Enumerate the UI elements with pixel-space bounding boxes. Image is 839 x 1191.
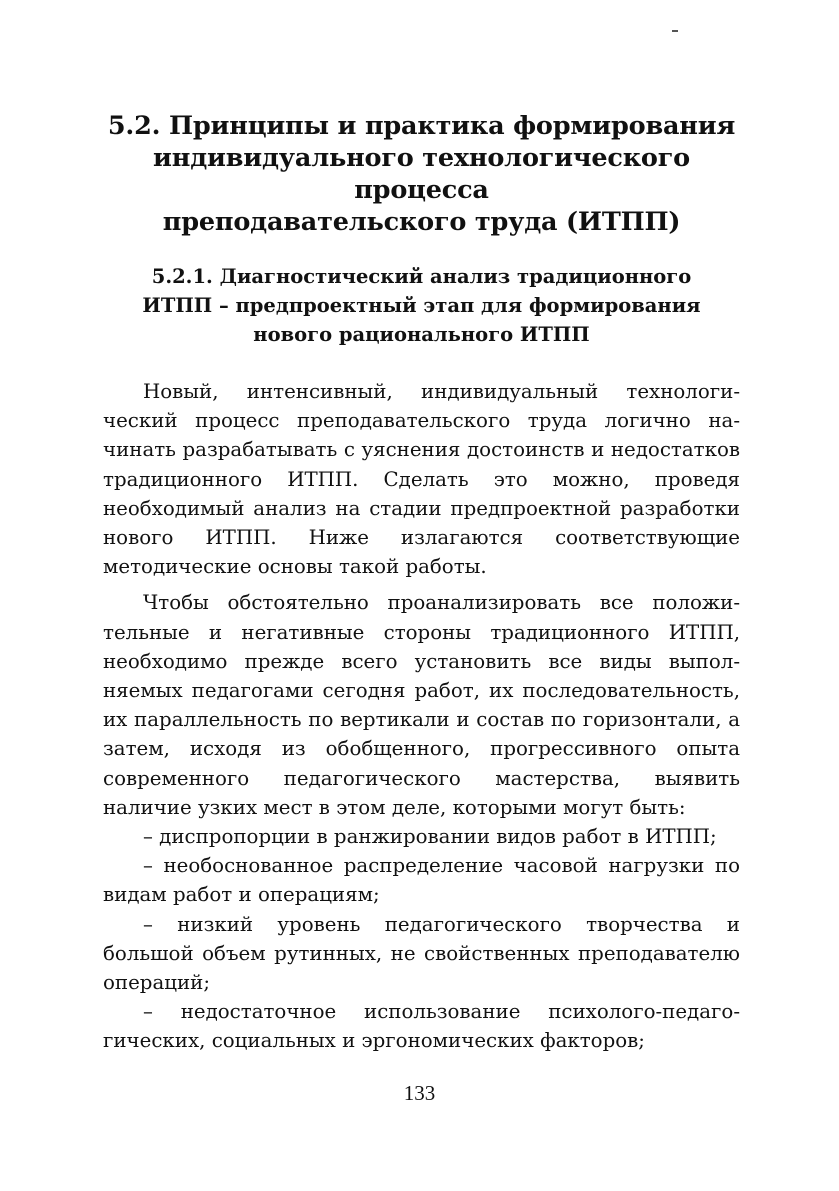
list-item-3: – низкий уровень педагогического творчества и большой объем рутинных, не свойственных преподавателю операций; [103,912,740,995]
subsection-title-line-1: 5.2.1. Диагностический анализ традиционного [151,265,692,288]
paragraph-1: Новый, интенсивный, индивидуальный технологический процесс преподавательского труда логично начинать разрабатывать с уяснения достоинств и недостатков традиционного ИТПП. Сделать это можно, проведя необходимый анализ на стадии предпроектной разработки нового ИТПП. Ниже излагаются соответствующие методические основы такой работы. [103,380,740,579]
book-page [103,110,740,1056]
body-text [103,377,740,1056]
subsection-title-line-2: ИТПП – предпроектный этап для формирования [142,294,701,317]
subsection-title-line-3: нового рационального ИТПП [253,323,590,346]
subsection-title [103,262,740,349]
section-title [103,110,740,238]
paragraph-2: Чтобы обстоятельно проанализировать все положительные и негативные стороны традиционного ИТПП, необходимо прежде всего установить все виды выполняемых педагогами сегодня работ, их последовательность, их параллельность по вертикали и состав по горизонтали, а затем, исходя из обобщенного, прогрессивного опыта современного педагогического мастерства, выявить наличие узких мест в этом деле, которыми могут быть: [103,591,740,819]
section-title-line-3: преподавательского труда (ИТПП) [162,207,681,237]
section-title-line-2: индивидуального технологического процесса [153,143,690,205]
list-item-2: – необоснованное распределение часовой нагрузки по видам работ и операциям; [103,854,740,907]
page-number: 133 [403,1081,436,1105]
list-item-1: – диспропорции в ранжировании видов работ в ИТПП; [143,825,717,849]
list-item-4: – недостаточное использование психолого-педагогических, социальных и эргономических факторов; [103,1000,740,1053]
scan-speck [672,30,678,32]
section-title-line-1: 5.2. Принципы и практика формирования [107,111,736,141]
